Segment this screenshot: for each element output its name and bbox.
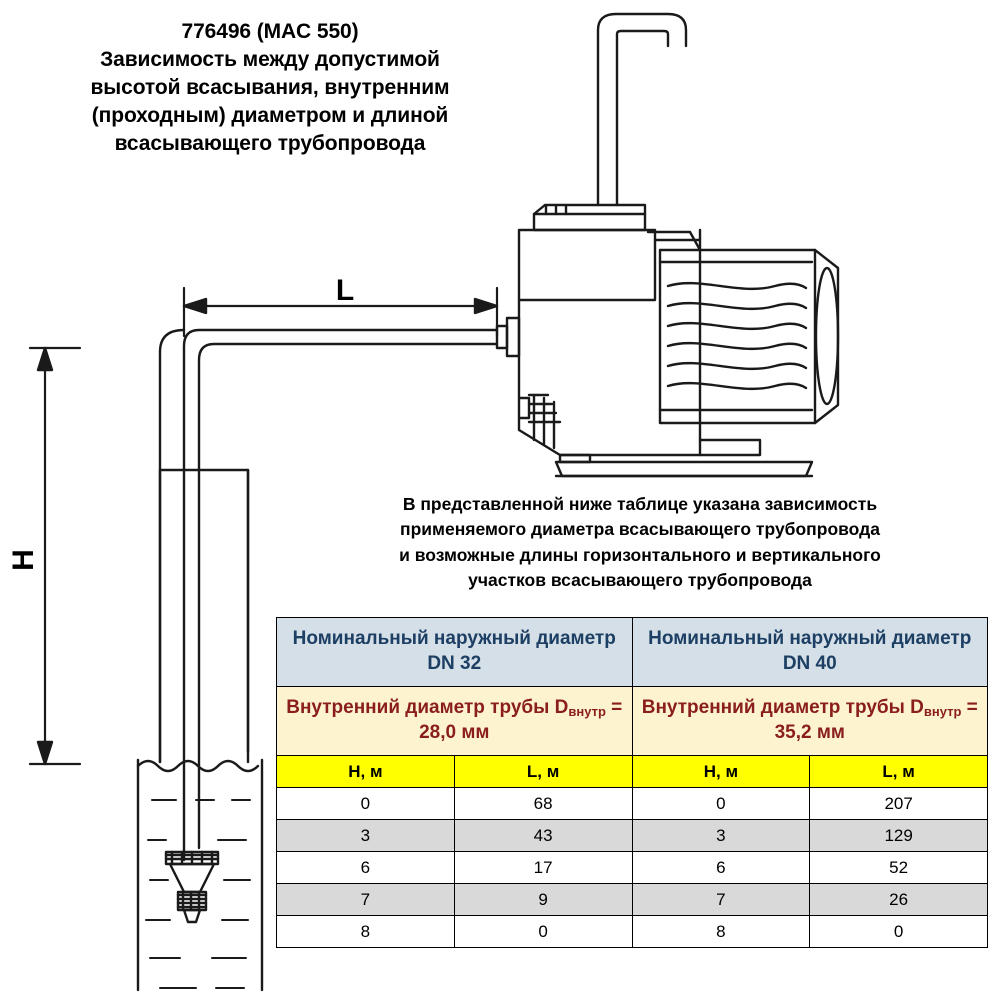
cell-l-dn40: 52 — [810, 852, 988, 884]
cell-h-dn40: 8 — [632, 916, 810, 948]
column-header-l-dn32: L, м — [454, 756, 632, 788]
pump-body — [497, 205, 838, 476]
table-group-header-row — [277, 618, 988, 687]
dependency-table-wrapper — [276, 617, 988, 948]
column-header-h-dn40: H, м — [632, 756, 810, 788]
cell-l-dn40: 207 — [810, 788, 988, 820]
column-header-h-dn32: H, м — [277, 756, 455, 788]
title-line-3: высотой всасывания, внутренним — [90, 75, 450, 99]
note-line-4: участков всасывающего трубопровода — [468, 570, 812, 591]
inner-diameter-dn32 — [277, 687, 633, 756]
table-column-header-row — [277, 756, 988, 788]
title-line-4: (проходным) диаметром и длиной — [91, 103, 449, 127]
table-row — [277, 788, 988, 820]
pump-outlet-pipe — [598, 14, 686, 205]
note-line-2: применяемого диаметра всасывающего трубопровода — [400, 519, 880, 540]
cell-h-dn32: 8 — [277, 916, 455, 948]
table-row — [277, 820, 988, 852]
inner-diameter-dn40-sub: внутр — [923, 704, 962, 720]
note-paragraph — [300, 492, 980, 594]
cell-h-dn32: 3 — [277, 820, 455, 852]
cell-h-dn32: 7 — [277, 884, 455, 916]
title-line-5: всасывающего трубопровода — [114, 131, 426, 155]
cell-h-dn40: 7 — [632, 884, 810, 916]
inner-diameter-dn40-tail: = 35,2 мм — [774, 697, 978, 743]
title-line-2: Зависимость между допустимой — [100, 47, 440, 71]
inner-diameter-dn32-tail: = 28,0 мм — [419, 697, 623, 743]
cell-h-dn40: 6 — [632, 852, 810, 884]
group-header-dn32: Номинальный наружный диаметр DN 32 — [277, 618, 633, 687]
inner-diameter-dn32-sub: внутр — [568, 704, 606, 720]
cell-l-dn40: 26 — [810, 884, 988, 916]
note-line-3: и возможные длины горизонтального и вертикального — [399, 544, 881, 565]
table-row — [277, 884, 988, 916]
inner-diameter-dn40-main: Внутренний диаметр трубы D — [641, 697, 924, 719]
cell-l-dn32: 0 — [454, 916, 632, 948]
group-header-dn40: Номинальный наружный диаметр DN 40 — [632, 618, 988, 687]
foot-valve — [166, 852, 218, 922]
dependency-table — [276, 617, 988, 948]
cell-l-dn32: 43 — [454, 820, 632, 852]
inner-diameter-dn32-main: Внутренний диаметр трубы D — [286, 697, 569, 719]
cell-l-dn32: 9 — [454, 884, 632, 916]
dimension-label-H: H — [7, 549, 40, 571]
note-line-1: В представленной ниже таблице указана зависимость — [402, 494, 878, 514]
table-inner-diameter-row — [277, 687, 988, 756]
cell-l-dn40: 129 — [810, 820, 988, 852]
cell-l-dn40: 0 — [810, 916, 988, 948]
cell-l-dn32: 68 — [454, 788, 632, 820]
table-row — [277, 852, 988, 884]
cell-l-dn32: 17 — [454, 852, 632, 884]
column-header-l-dn40: L, м — [810, 756, 988, 788]
table-row — [277, 916, 988, 948]
title-line-1: 776496 (MAC 550) — [181, 20, 359, 43]
cell-h-dn32: 6 — [277, 852, 455, 884]
cell-h-dn40: 0 — [632, 788, 810, 820]
cell-h-dn40: 3 — [632, 820, 810, 852]
cell-h-dn32: 0 — [277, 788, 455, 820]
inner-diameter-dn40 — [632, 687, 988, 756]
dimension-label-L: L — [335, 274, 355, 307]
